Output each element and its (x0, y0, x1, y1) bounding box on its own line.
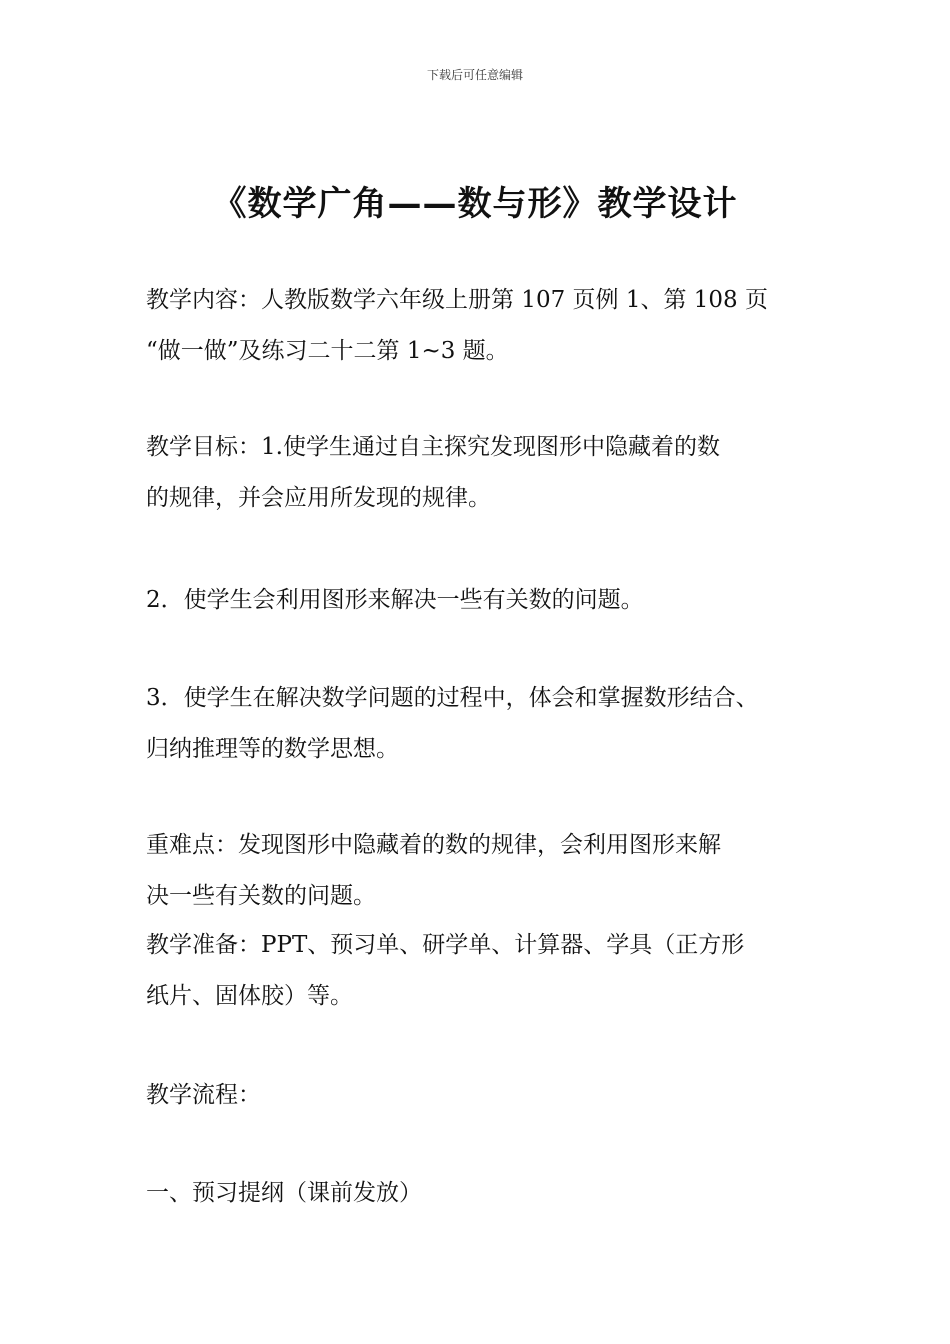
key-points-paragraph (146, 820, 826, 922)
goal-3-paragraph (146, 673, 826, 775)
page-header-note: 下载后可任意编辑 (426, 68, 523, 82)
paragraph-line: 教学内容：人教版数学六年级上册第 107 页例 1、第 108 页 (146, 287, 768, 313)
paragraph-line: 归纳推理等的数学思想。 (146, 736, 399, 762)
paragraph-line: 3．使学生在解决数学问题的过程中，体会和掌握数形结合、 (146, 685, 759, 711)
paragraph-line: 重难点：发现图形中隐藏着的数的规律，会利用图形来解 (146, 832, 721, 858)
paragraph-line: 纸片、固体胶）等。 (146, 983, 353, 1009)
document-title: 《数学广角——数与形》教学设计 (212, 184, 738, 224)
paragraph-line: 的规律，并会应用所发现的规律。 (146, 485, 491, 511)
paragraph-line: “做一做”及练习二十二第 1~3 题。 (146, 338, 509, 364)
paragraph-line: 教学目标：1.使学生通过自主探究发现图形中隐藏着的数 (146, 434, 720, 460)
paragraph-line: 教学准备：PPT、预习单、研学单、计算器、学具（正方形 (146, 932, 745, 958)
teaching-process-heading (146, 1070, 826, 1121)
teaching-content-paragraph (146, 275, 826, 377)
teaching-goals-paragraph (146, 422, 826, 524)
step-1-heading (146, 1168, 826, 1219)
preparation-paragraph (146, 920, 826, 1022)
paragraph-line: 决一些有关数的问题。 (146, 883, 376, 909)
paragraph-line: 教学流程： (146, 1082, 261, 1108)
paragraph-line: 2．使学生会利用图形来解决一些有关数的问题。 (146, 587, 644, 613)
goal-2-paragraph (146, 575, 826, 626)
paragraph-line: 一、预习提纲（课前发放） (146, 1180, 422, 1206)
